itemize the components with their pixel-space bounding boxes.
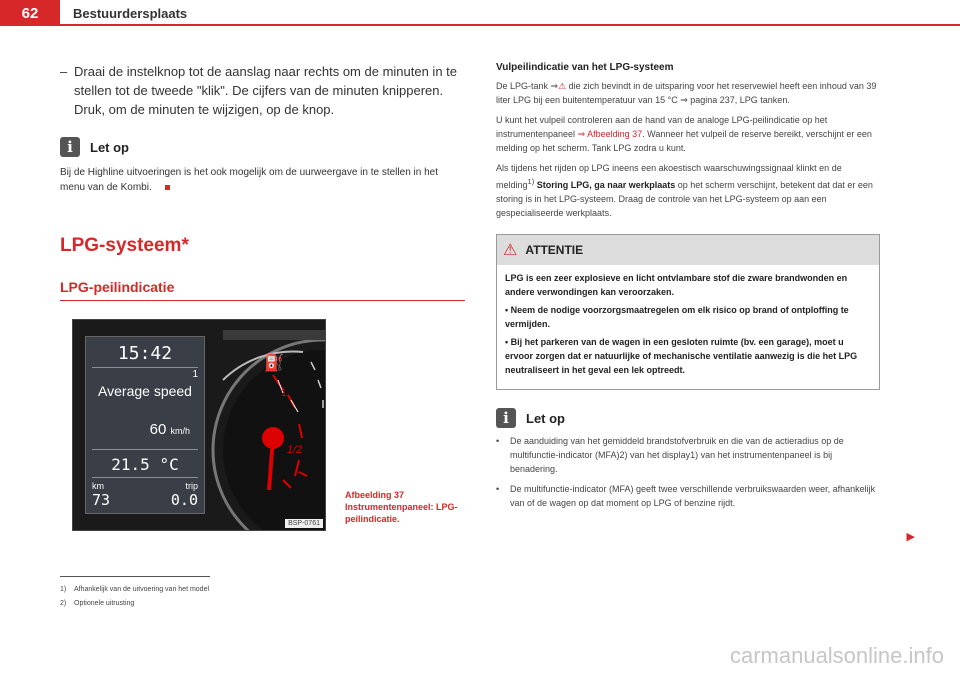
note-title: Let op	[90, 139, 129, 155]
mfa-km-label: km	[92, 481, 104, 491]
figure-reference-code: BSP-0761	[285, 519, 323, 528]
note-heading	[60, 137, 465, 157]
warning-body	[497, 265, 879, 389]
note-item-text: De aanduiding van het gemiddeld brandstofverbruik en die van de actieradius op de multifunctie-indicator (MFA)2) van het display1) van het instrumentenpaneel is bij benadering.	[510, 436, 844, 474]
paragraph-text: . Wanneer het vulpeil de reserve bereikt, verschijnt er een melding op het scherm. Tank LPG zodra u kunt.	[496, 129, 872, 153]
dash-list-item	[60, 62, 465, 119]
mfa-divider	[92, 367, 198, 368]
bullet: •	[496, 436, 500, 446]
warning-header	[497, 235, 879, 265]
figure-caption: Afbeelding 37 Instrumentenpaneel: LPG-peilindicatie.	[345, 490, 458, 524]
paragraph	[496, 79, 880, 107]
warning-item: LPG is een zeer explosieve en licht ontvlambare stof die zware brandwonden en andere verwondingen kan veroorzaken.	[505, 273, 848, 297]
multifunction-display	[85, 336, 205, 514]
figure-link[interactable]: ⇒ Afbeelding 37	[577, 129, 643, 139]
footnotes	[60, 576, 210, 611]
subheading: Vulpeilindicatie van het LPG-systeem	[496, 62, 674, 73]
note-list	[496, 434, 880, 510]
continue-arrow-icon[interactable]: ▶	[906, 531, 915, 543]
paragraph-text: U kunt het vulpeil controleren aan de hand van de analoge LPG-peilindicatie op het instrumentenpaneel	[496, 115, 828, 139]
note-item-text: De multifunctie-indicator (MFA) geeft twee verschillende verbruikswaarden weer, afhankelijk van of de wagen op dat moment op LPG of benzine rijdt.	[510, 484, 876, 508]
mfa-trip-label: trip	[185, 481, 198, 491]
instrument-cluster-image	[72, 319, 326, 531]
footnote-ref: 1)	[527, 177, 535, 186]
warning-box	[496, 234, 880, 390]
section-end-marker	[165, 185, 170, 190]
info-icon: i	[496, 408, 516, 428]
warning-icon: ⚠	[503, 242, 518, 259]
left-column	[60, 62, 465, 531]
paragraph	[496, 113, 880, 155]
mfa-temperature: 21.5 °C	[111, 455, 179, 474]
mfa-divider	[92, 449, 198, 450]
mfa-speed-unit: km/h	[170, 426, 190, 436]
mfa-km-value: 73	[92, 491, 111, 509]
mfa-time: 15:42	[117, 343, 173, 364]
footnote-text: Afhankelijk van de uitvoering van het model	[74, 586, 210, 593]
svg-text:⛽: ⛽	[264, 353, 284, 372]
note-body: Bij de Highline uitvoeringen is het ook mogelijk om de uurweergave in te stellen in het menu van de Kombi.	[60, 167, 438, 193]
warning-title: ATTENTIE	[525, 243, 584, 257]
note-text	[60, 165, 465, 195]
paragraph-text: De LPG-tank ⇒	[496, 81, 559, 91]
note-heading	[496, 408, 880, 428]
warning-triangle-icon[interactable]: ⚠	[558, 81, 567, 91]
dash-marker: –	[60, 64, 68, 79]
warning-item: • Neem de nodige voorzorgsmaatregelen om elk risico op brand of ontploffing te vermijden.	[505, 305, 849, 329]
chapter-title: Bestuurdersplaats	[73, 6, 188, 21]
paragraph	[496, 161, 880, 220]
figure-37	[60, 319, 465, 531]
display-message: Storing LPG, ga naar werkplaats	[534, 180, 676, 190]
bullet: •	[496, 484, 500, 494]
fuel-mark-full: 1	[281, 388, 287, 399]
mfa-trip-value: 0.0	[170, 491, 198, 509]
mfa-divider	[92, 477, 198, 478]
info-icon: i	[60, 137, 80, 157]
mfa-gear: 1	[192, 369, 198, 380]
note-item	[496, 434, 880, 476]
header-divider	[60, 24, 960, 26]
note-title: Let op	[526, 410, 565, 426]
note-item	[496, 482, 880, 510]
paragraph-text: Als tijdens het rijden op LPG ineens een akoestisch waarschuwingssignaal klinkt en de melding	[496, 163, 842, 190]
dash-item-text: Draai de instelknop tot de aanslag naar rechts om de minuten in te stellen tot de tweede "klik". De cijfers van de minuten knipperen. Druk, om de minuten te wijzigen, op de knop.	[74, 64, 458, 117]
mfa-average-speed-label: Average speed	[98, 383, 192, 399]
mfa-speed-value: 60	[149, 421, 167, 438]
right-column	[496, 62, 880, 510]
subsection-title: LPG-peilindicatie	[60, 279, 465, 301]
footnote-text: Optionele uitrusting	[74, 600, 135, 607]
paragraph-text: die zich bevindt in de uitsparing voor het reservewiel heeft een inhoud van 39 liter LPG bij een buitentemperatuur van 15 °C ⇒ pagina 237, LPG tanken.	[496, 81, 877, 105]
footnote	[60, 583, 360, 597]
section-title: LPG-systeem*	[60, 235, 189, 256]
footnote	[60, 597, 360, 611]
warning-item: • Bij het parkeren van de wagen in een gesloten ruimte (bv. een garage), moet u ervoor zorgen dat er natuurlijke of mechanische ventilatie aanwezig is die het LPG neutraliseert in het geval een lek optreedt.	[505, 337, 858, 375]
footnote-mark: 2)	[60, 600, 67, 607]
fuel-mark-half: 1/2	[287, 444, 303, 456]
paragraph-text: op het scherm verschijnt, betekent dat dat er een storing is in het LPG-systeem. Draag de controle van het LPG-systeem op aan een gespecialiseerde werkplaats.	[496, 180, 873, 218]
page-number: 62	[0, 0, 60, 26]
footnote-mark: 1)	[60, 586, 67, 593]
mfa-speed	[150, 421, 190, 438]
watermark: carmanualsonline.info	[729, 643, 944, 668]
